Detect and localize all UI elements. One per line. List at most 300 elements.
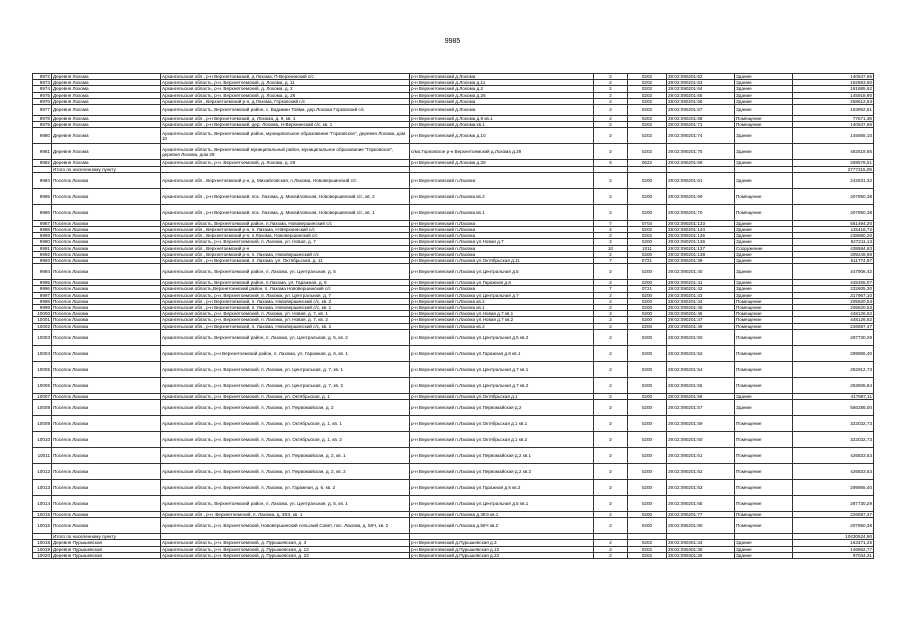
object-location: р-н Верхнетоемский п.Лахома кв.2 bbox=[410, 188, 594, 204]
property-register-table bbox=[32, 73, 874, 559]
settlement-name: Поселок Лахома bbox=[52, 264, 161, 280]
table-row bbox=[33, 552, 874, 558]
settlement-name: Поселок Лахома bbox=[52, 188, 161, 204]
cadastral-number: 29:02:090201:65 bbox=[667, 496, 735, 512]
settlement-name: Деревня Лохома bbox=[52, 74, 161, 80]
object-address: Архангельская обл., р-н Верхнетоемский, дер. Лохома, Н-Верхнинский с/с, кв. 1 bbox=[161, 122, 410, 128]
subgroup-code: 0200 bbox=[628, 400, 667, 416]
table-row bbox=[33, 188, 874, 204]
group-code: 2 bbox=[594, 292, 628, 298]
cadastral-cost: 556286,00 bbox=[793, 400, 874, 416]
settlement-name: Деревня Лохома bbox=[52, 98, 161, 104]
cadastral-number: 29:02:090201:64 bbox=[667, 86, 735, 92]
object-location: р-н Верхнетоемский д.Пурышевская д.23 bbox=[410, 552, 594, 558]
cadastral-number: 29:02:090201:59 bbox=[667, 416, 735, 432]
row-number: 10014 bbox=[33, 496, 52, 512]
subgroup-code: 0721 bbox=[628, 258, 667, 264]
row-number: 9990 bbox=[33, 239, 52, 245]
group-code: 2 bbox=[594, 227, 628, 233]
row-number: 9978 bbox=[33, 116, 52, 122]
subgroup-code: 0200 bbox=[628, 188, 667, 204]
row-number: 9982 bbox=[33, 160, 52, 166]
object-address: Архангельская обл., р-н Верхнетоемский, д Лохома, П-Верхнинский с/с bbox=[161, 74, 410, 80]
cadastral-cost: 269578,51 bbox=[793, 160, 874, 166]
cadastral-number: 29:02:090201:61 bbox=[667, 448, 735, 464]
cadastral-number: 29:02:090201:138 bbox=[667, 251, 735, 257]
row-number: 9979 bbox=[33, 122, 52, 128]
object-type: Помещение bbox=[735, 496, 793, 512]
table-row bbox=[33, 128, 874, 144]
subgroup-code: 0200 bbox=[628, 464, 667, 480]
object-location: с/мо.Горковское р-н Верхнетоемский д.Лохома д.29 bbox=[410, 144, 594, 160]
object-location: р-н Верхнетоемский п.Лахома кв.2 bbox=[410, 298, 594, 304]
row-number: 9999 bbox=[33, 305, 52, 311]
row-number: 9992 bbox=[33, 251, 52, 257]
object-location: р-н Верхнетоемский п.Лахома д.39Э кв.1 bbox=[410, 512, 594, 518]
group-code: 2 bbox=[594, 464, 628, 480]
row-number: 10019 bbox=[33, 546, 52, 552]
settlement-name: Поселок Лахома bbox=[52, 464, 161, 480]
object-type: Помещение bbox=[735, 305, 793, 311]
subgroup-code: 0200 bbox=[628, 393, 667, 399]
cadastral-number: 29:02:090201:77 bbox=[667, 512, 735, 518]
object-location: р-н Верхнетоемский д.Лохома bbox=[410, 74, 594, 80]
group-code: 2 bbox=[594, 540, 628, 546]
subtotal-label: Итого по населенному пункту bbox=[52, 534, 161, 540]
table-row bbox=[33, 464, 874, 480]
subgroup-code: 0202 bbox=[628, 546, 667, 552]
group-code: 2 bbox=[594, 311, 628, 317]
subgroup-code: 0200 bbox=[628, 317, 667, 323]
object-type: Помещение bbox=[735, 416, 793, 432]
group-code: 6 bbox=[594, 160, 628, 166]
settlement-name: Поселок Лахома bbox=[52, 432, 161, 448]
settlement-name: Деревня Пурышевская bbox=[52, 540, 161, 546]
object-location: р-н Верхнетоемский д.Лохома д.2 bbox=[410, 86, 594, 92]
row-number: 9994 bbox=[33, 264, 52, 280]
cadastral-cost: 238680,20 bbox=[793, 233, 874, 239]
object-location: р-н Верхнетоемский п.Лахома ул.Новая д.7 кв.2 bbox=[410, 317, 594, 323]
cadastral-cost: 226687,47 bbox=[793, 512, 874, 518]
row-number: 10011 bbox=[33, 448, 52, 464]
object-address: Архангельская обл., Верхнетоемский р-н, д.Лохома, Горковский с/с bbox=[161, 98, 410, 104]
row-number: 10001 bbox=[33, 317, 52, 323]
cadastral-cost: 226687,47 bbox=[793, 323, 874, 329]
object-location: р-н Верхнетоемский п.Лахома bbox=[410, 172, 594, 188]
subgroup-code: 0200 bbox=[628, 480, 667, 496]
object-address: Архангельская область, р-н Верхнетоемский район, п. Лахома, ул. Гаражная, д. 6, кв. 1 bbox=[161, 345, 410, 361]
settlement-name: Поселок Лахома bbox=[52, 239, 161, 245]
row-number: 10020 bbox=[33, 552, 52, 558]
object-address: Архангельская область, р-н. Верхнетоемский, п. Лахома, ул. Октябрьская, д. 1 bbox=[161, 393, 410, 399]
settlement-name: Поселок Лахома bbox=[52, 227, 161, 233]
object-location: р-н Верхнетоемский п.Лахома bbox=[410, 233, 594, 239]
group-code: 2 bbox=[594, 98, 628, 104]
row-number: 9976 bbox=[33, 98, 52, 104]
cadastral-cost: 145665,10 bbox=[793, 128, 874, 144]
object-address: Архангельская область, р-н. Верхнетоемский, п. Лахома, ул. Октябрьская, д. 1, кв. 2 bbox=[161, 432, 410, 448]
cadastral-cost: 146662,77 bbox=[793, 546, 874, 552]
row-number: 10010 bbox=[33, 432, 52, 448]
object-location: р-н Верхнетоемский п.Лахома bbox=[410, 227, 594, 233]
object-location: р-н Верхнетоемский д.Лохома кв.1 bbox=[410, 122, 594, 128]
group-code: 2 bbox=[594, 239, 628, 245]
object-location: р-н Верхнетоемский п.Лахома bbox=[410, 286, 594, 292]
group-code: 2 bbox=[594, 305, 628, 311]
object-location: р-н Верхнетоемский д.Лохома д.9 кв.1 bbox=[410, 116, 594, 122]
object-location: р-н Верхнетоемский д.Лохома д.26 bbox=[410, 92, 594, 98]
subgroup-code: 0200 bbox=[628, 496, 667, 512]
group-code: 2 bbox=[594, 74, 628, 80]
group-code: 2 bbox=[594, 144, 628, 160]
row-number: 9974 bbox=[33, 86, 52, 92]
group-code: 2 bbox=[594, 512, 628, 518]
row-number: 10015 bbox=[33, 512, 52, 518]
object-type: Здание bbox=[735, 540, 793, 546]
object-location: р-н Верхнетоемский п.Лахома bbox=[410, 251, 594, 257]
cadastral-cost: 263605,84 bbox=[793, 377, 874, 393]
group-code: 2 bbox=[594, 552, 628, 558]
settlement-name: Поселок Лахома bbox=[52, 258, 161, 264]
cadastral-number: 29:02:090201:43 bbox=[667, 292, 735, 298]
object-type: Здание bbox=[735, 251, 793, 257]
subgroup-code: 0200 bbox=[628, 329, 667, 345]
cadastral-number: 29:02:090201:68 bbox=[667, 116, 735, 122]
group-code: 2 bbox=[594, 480, 628, 496]
group-code: 2 bbox=[594, 122, 628, 128]
subgroup-code: 0200 bbox=[628, 280, 667, 286]
object-address: Архангельская область, Верхнетоемский район, п.Лахома, ул. Гаражная, д. 6 bbox=[161, 280, 410, 286]
object-address: Архангельская область, р-н. Верхнетоемский, д. Пурышевская, д. 3 bbox=[161, 540, 410, 546]
cadastral-number: 29:02:090201:62 bbox=[667, 464, 735, 480]
settlement-name: Поселок Лахома bbox=[52, 172, 161, 188]
subtotal-cost: 10430524,90 bbox=[793, 534, 874, 540]
object-location: р-н Верхнетоемский п.Лахома bbox=[410, 245, 594, 251]
table-row bbox=[33, 345, 874, 361]
settlement-name: Деревня Лохома bbox=[52, 80, 161, 86]
object-type: Помещение bbox=[735, 432, 793, 448]
subgroup-code: 0202 bbox=[628, 144, 667, 160]
object-location: р-н Верхнетоемский п.Лахома ул.Октябрьская д.1 кв.2 bbox=[410, 432, 594, 448]
table-row bbox=[33, 361, 874, 377]
settlement-name: Деревня Лохома bbox=[52, 116, 161, 122]
object-location: р-н Верхнетоемский п.Лахома д.56Ч кв.2 bbox=[410, 518, 594, 534]
subgroup-code: 0200 bbox=[628, 323, 667, 329]
subgroup-code: 0200 bbox=[628, 305, 667, 311]
settlement-name: Поселок Лахома bbox=[52, 204, 161, 220]
object-address: Архангельская область, р-н. Верхнетоемский, п. Лахома, ул. Новая, д. 7, кв. 1 bbox=[161, 311, 410, 317]
object-address: Архангельская область, р-н. Верхнетоемский, п. Лахома, ул. Октябрьская, д. 1, кв. 1 bbox=[161, 416, 410, 432]
object-address: Архангельская область, р-н. Верхнетоемский, д. Лохома, д. 26 bbox=[161, 92, 410, 98]
settlement-name: Поселок Лахома bbox=[52, 496, 161, 512]
object-location: р-н Верхнетоемский п.Лахома ул.Центральная д.7 bbox=[410, 292, 594, 298]
object-type: Здание bbox=[735, 227, 793, 233]
object-type: Здание bbox=[735, 74, 793, 80]
row-number: 10016 bbox=[33, 518, 52, 534]
group-code: 2 bbox=[594, 251, 628, 257]
cadastral-number: 29:02:090201:74 bbox=[667, 128, 735, 144]
settlement-name: Поселок Лахома bbox=[52, 377, 161, 393]
cadastral-number: 29:02:090201:56 bbox=[667, 393, 735, 399]
group-code: 2 bbox=[594, 518, 628, 534]
subgroup-code: 0200 bbox=[628, 345, 667, 361]
object-address: Архангельская область, Верхнетоемский район, п. Лахома, ул. Центральная, д. 5, кв. 2 bbox=[161, 329, 410, 345]
settlement-name: Поселок Лахома bbox=[52, 233, 161, 239]
group-code: 2 bbox=[594, 298, 628, 304]
settlement-name: Деревня Лохома bbox=[52, 86, 161, 92]
cadastral-number: 29:02:090401:34 bbox=[667, 540, 735, 546]
group-code: 2 bbox=[594, 361, 628, 377]
group-code: 2 bbox=[594, 80, 628, 86]
cadastral-number: 29:02:090201:44 bbox=[667, 298, 735, 304]
cadastral-cost: 205620,53 bbox=[793, 305, 874, 311]
object-type: Здание bbox=[735, 172, 793, 188]
cadastral-number: 29:02:090201:54 bbox=[667, 361, 735, 377]
group-code: 2 bbox=[594, 86, 628, 92]
object-location: р-н Верхнетоемский п.Лахома кв.1 bbox=[410, 204, 594, 220]
cadastral-cost: 287730,29 bbox=[793, 496, 874, 512]
object-address: Архангельская обл., Верхнетоемский р-н, п. Лахома, Н-Верхнинский с/с bbox=[161, 227, 410, 233]
settlement-name: Деревня Лохома bbox=[52, 105, 161, 116]
cadastral-number: 29:02:090201:66 bbox=[667, 98, 735, 104]
object-type: Здание bbox=[735, 239, 793, 245]
cadastral-number: 29:02:090201:136 bbox=[667, 239, 735, 245]
subgroup-code: 0202 bbox=[628, 552, 667, 558]
row-number: 9989 bbox=[33, 233, 52, 239]
cadastral-number: 29:02:090201:63 bbox=[667, 480, 735, 496]
object-address: Архангельская область, Верхнетоемский район, п.Лахома, Нововершинский с/с bbox=[161, 220, 410, 226]
group-code: 2 bbox=[594, 546, 628, 552]
object-type: Здание bbox=[735, 220, 793, 226]
cadastral-cost: 207950,38 bbox=[793, 518, 874, 534]
group-code: 2 bbox=[594, 188, 628, 204]
object-type: Здание bbox=[735, 92, 793, 98]
subgroup-code: 0200 bbox=[628, 432, 667, 448]
subgroup-code: 0200 bbox=[628, 518, 667, 534]
subtotal-label: Итого по населенному пункту bbox=[52, 166, 161, 172]
object-address: Архангельская обл., Верхнетоемский р-н bbox=[161, 245, 410, 251]
group-code: 2 bbox=[594, 105, 628, 116]
object-address: Архангельская обл., Верхнетоемский р-н, п. Лахома, Нововершинский с/с bbox=[161, 251, 410, 257]
table-row bbox=[33, 518, 874, 534]
object-address: Архангельская область, р-н. Верхнетоемский, д. Лохома, д. 28 bbox=[161, 160, 410, 166]
object-address: Архангельская область, р-н. Верхнетоемский, д. Пурышевская, д. 13 bbox=[161, 546, 410, 552]
cadastral-number: 29:02:090401:35 bbox=[667, 546, 735, 552]
subgroup-code: 0200 bbox=[628, 448, 667, 464]
object-type: Здание bbox=[735, 546, 793, 552]
subgroup-code: 0200 bbox=[628, 512, 667, 518]
table-row bbox=[33, 432, 874, 448]
settlement-name: Поселок Лахома bbox=[52, 220, 161, 226]
cadastral-cost: 448126,62 bbox=[793, 317, 874, 323]
object-location: р-н Верхнетоемский п.Лахома ул.Первомайская д.2 bbox=[410, 400, 594, 416]
subgroup-code: 0200 bbox=[628, 361, 667, 377]
settlement-name: Деревня Пурышевская bbox=[52, 546, 161, 552]
object-type: Здание bbox=[735, 233, 793, 239]
object-address: Архангельская обл., р-н Верхнетоемский, п. Лахома, ул. Октябрьская, д. 11 bbox=[161, 258, 410, 264]
cadastral-cost: 258612,63 bbox=[793, 98, 874, 104]
subgroup-code: 0622 bbox=[628, 160, 667, 166]
settlement-name: Поселок Лахома bbox=[52, 280, 161, 286]
row-number: 9997 bbox=[33, 292, 52, 298]
object-address: Архангельская область, р-н. Верхнетоемский, Нововершинский сельский Совет, пос. Лахома, д. 56Ч, кв. 2 bbox=[161, 518, 410, 534]
object-location: р-н Верхнетоемский д.Лохома д.11 bbox=[410, 80, 594, 86]
subgroup-code: 0202 bbox=[628, 122, 667, 128]
settlement-name: Поселок Лахома bbox=[52, 448, 161, 464]
cadastral-cost: 309249,98 bbox=[793, 251, 874, 257]
row-number: 9995 bbox=[33, 280, 52, 286]
group-code: 2 bbox=[594, 377, 628, 393]
subgroup-code: 0202 bbox=[628, 128, 667, 144]
subgroup-code: 0202 bbox=[628, 92, 667, 98]
cadastral-cost: 322032,73 bbox=[793, 416, 874, 432]
settlement-name: Поселок Лахома bbox=[52, 512, 161, 518]
cadastral-cost: 448126,62 bbox=[793, 311, 874, 317]
cadastral-number: 29:02:090201:71 bbox=[667, 122, 735, 128]
settlement-name: Поселок Лахома bbox=[52, 329, 161, 345]
row-number: 9988 bbox=[33, 227, 52, 233]
cadastral-cost: 438584,83 bbox=[793, 245, 874, 251]
object-type: Помещение bbox=[735, 116, 793, 122]
table-row bbox=[33, 204, 874, 220]
object-type: Помещение bbox=[735, 298, 793, 304]
subgroup-code: 0200 bbox=[628, 292, 667, 298]
object-type: Сооружение bbox=[735, 245, 793, 251]
object-location: р-н Верхнетоемский п.Лахома ул.Октябрьская д.1 кв.1 bbox=[410, 416, 594, 432]
group-code: 2 bbox=[594, 329, 628, 345]
group-code: 2 bbox=[594, 323, 628, 329]
subgroup-code: 0202 bbox=[628, 98, 667, 104]
object-location: р-н Верхнетоемский п.Лахома bbox=[410, 220, 594, 226]
cadastral-number: 29:02:090201:47 bbox=[667, 317, 735, 323]
settlement-name: Поселок Лахома bbox=[52, 311, 161, 317]
settlement-name: Поселок Лахома bbox=[52, 317, 161, 323]
object-address: Архангельская область,Верхнетоемский район, п. Лахома Нововершинский с/с bbox=[161, 286, 410, 292]
row-number: 10000 bbox=[33, 311, 52, 317]
cadastral-cost: 183952,61 bbox=[793, 105, 874, 116]
object-location: р-н Верхнетоемский п.Лахома кв.2 bbox=[410, 323, 594, 329]
cadastral-number: 29:02:090201:69 bbox=[667, 188, 735, 204]
cadastral-cost: 205620,53 bbox=[793, 298, 874, 304]
subgroup-code: 0200 bbox=[628, 416, 667, 432]
object-location: р-н Верхнетоемский п.Лахома ул.Центральная д.5 кв.1 bbox=[410, 496, 594, 512]
cadastral-number: 29:02:090201:70 bbox=[667, 204, 735, 220]
object-location: р-н Верхнетоемский п.Лахома ул.Октябрьская д.1 bbox=[410, 393, 594, 399]
object-type: Здание bbox=[735, 393, 793, 399]
object-location: р-н Верхнетоемский п.Лахома ул.Гаражная д.6 кв.2 bbox=[410, 480, 594, 496]
object-type: Здание bbox=[735, 160, 793, 166]
object-address: Архангельская область, Верхнетоемский муниципальный район, муниципальное образование "Горковское", деревня Лохома, дом 29 bbox=[161, 144, 410, 160]
settlement-name: Поселок Лахома bbox=[52, 416, 161, 432]
settlement-name: Поселок Лахома bbox=[52, 361, 161, 377]
object-type: Здание bbox=[735, 258, 793, 264]
row-number: 10002 bbox=[33, 323, 52, 329]
object-type: Здание bbox=[735, 280, 793, 286]
group-code: 2 bbox=[594, 204, 628, 220]
cadastral-number: 29:02:090201:133 bbox=[667, 220, 735, 226]
row-number: 9998 bbox=[33, 298, 52, 304]
subgroup-code: 0200 bbox=[628, 311, 667, 317]
object-type: Здание bbox=[735, 286, 793, 292]
row-number: 9993 bbox=[33, 258, 52, 264]
subgroup-code: 0200 bbox=[628, 239, 667, 245]
object-location: р-н Верхнетоемский п.Лахома ул.Центральная д.5 кв.2 bbox=[410, 329, 594, 345]
cadastral-cost: 192863,60 bbox=[793, 80, 874, 86]
row-number: 9980 bbox=[33, 128, 52, 144]
subgroup-code: 0200 bbox=[628, 204, 667, 220]
register-body bbox=[33, 74, 874, 559]
object-address: Архангельская область, Верхнетоемский район, п. Лахома, ул. Центральная, д. 5, кв. 1 bbox=[161, 496, 410, 512]
settlement-name: Деревня Лохома bbox=[52, 144, 161, 160]
row-number: 10005 bbox=[33, 361, 52, 377]
cadastral-cost: 482518,65 bbox=[793, 144, 874, 160]
group-code: 2 bbox=[594, 172, 628, 188]
cadastral-cost: 426833,53 bbox=[793, 448, 874, 464]
settlement-name: Поселок Лахома bbox=[52, 305, 161, 311]
cadastral-number: 29:02:090201:67 bbox=[667, 105, 735, 116]
cadastral-cost: 322032,73 bbox=[793, 432, 874, 448]
row-number: 9973 bbox=[33, 80, 52, 86]
cadastral-cost: 140547,66 bbox=[793, 122, 874, 128]
object-location: р-н Верхнетоемский д.Лохома д.28 bbox=[410, 160, 594, 166]
cadastral-cost: 317967,10 bbox=[793, 292, 874, 298]
object-type: Помещение bbox=[735, 464, 793, 480]
table-row bbox=[33, 416, 874, 432]
object-type: Помещение bbox=[735, 122, 793, 128]
object-type: Помещение bbox=[735, 518, 793, 534]
table-row bbox=[33, 480, 874, 496]
settlement-name: Поселок Лахома bbox=[52, 292, 161, 298]
object-address: Архангельская область, Верхнетоемский район, с. Вадимин Тойма, дер.Лохома Горковский с/с bbox=[161, 105, 410, 116]
object-location: р-н Верхнетоемский п.Лахома ул.Октябрьская д.11 bbox=[410, 258, 594, 264]
group-code: 2 bbox=[594, 393, 628, 399]
object-address: Архангельская область, р-н. Верхнетоемский, п. Лахома, ул. Новая, д. 7, кв. 2 bbox=[161, 317, 410, 323]
object-address: Архангельская область, р-н. Верхнетоемский, п. Лахома, ул. Гаражная, д. 6, кв. 2 bbox=[161, 480, 410, 496]
row-number: 9984 bbox=[33, 172, 52, 188]
row-number: 9985 bbox=[33, 188, 52, 204]
object-address: Архангельская область, Верхнетоемский район, муниципальное образование "Горковское", деревня Лохома, дом 10 bbox=[161, 128, 410, 144]
settlement-name: Деревня Пурышевская bbox=[52, 552, 161, 558]
object-address: Архангельская обл., р-н Верхнетоемский, пос. Лахома, д. Михайловская, Нововершинский с/с, кв. 1 bbox=[161, 204, 410, 220]
object-type: Помещение bbox=[735, 361, 793, 377]
cadastral-cost: 527211,13 bbox=[793, 239, 874, 245]
object-address: Архангельская область, р-н. Верхнетоемский, п. Лахома, ул. Центральная, д. 7, кв. 2 bbox=[161, 377, 410, 393]
object-location: р-н Верхнетоемский д.Пурышевская д.13 bbox=[410, 546, 594, 552]
cadastral-cost: 140547,66 bbox=[793, 74, 874, 80]
cadastral-cost: 77671,38 bbox=[793, 116, 874, 122]
object-address: Архангельская обл., р-н Верхнетоемский, д. Лохома, д. 9, кв. 1 bbox=[161, 116, 410, 122]
group-code: 2 bbox=[594, 116, 628, 122]
cadastral-number: 29:02:090201:52 bbox=[667, 345, 735, 361]
object-type: Помещение bbox=[735, 323, 793, 329]
object-type: Здание bbox=[735, 264, 793, 280]
object-address: Архангельская обл., р-н Верхнетоемский, пос. Лахома, д. Михайловская, Нововершинский с/с, кв. 2 bbox=[161, 188, 410, 204]
group-code: 2 bbox=[594, 233, 628, 239]
cadastral-number: 29:02:090201:75 bbox=[667, 144, 735, 160]
group-code: 2 bbox=[594, 416, 628, 432]
subgroup-code: 0704 bbox=[628, 220, 667, 226]
object-type: Здание bbox=[735, 144, 793, 160]
settlement-name: Деревня Лохома bbox=[52, 128, 161, 144]
cadastral-number: 29:02:090201:80 bbox=[667, 518, 735, 534]
row-number: 10012 bbox=[33, 464, 52, 480]
cadastral-number: 29:02:090201:49 bbox=[667, 323, 735, 329]
cadastral-cost: 115416,72 bbox=[793, 227, 874, 233]
object-type: Здание bbox=[735, 292, 793, 298]
subgroup-code: 0200 bbox=[628, 264, 667, 280]
cadastral-number: 29:02:090201:135 bbox=[667, 233, 735, 239]
object-type: Здание bbox=[735, 552, 793, 558]
